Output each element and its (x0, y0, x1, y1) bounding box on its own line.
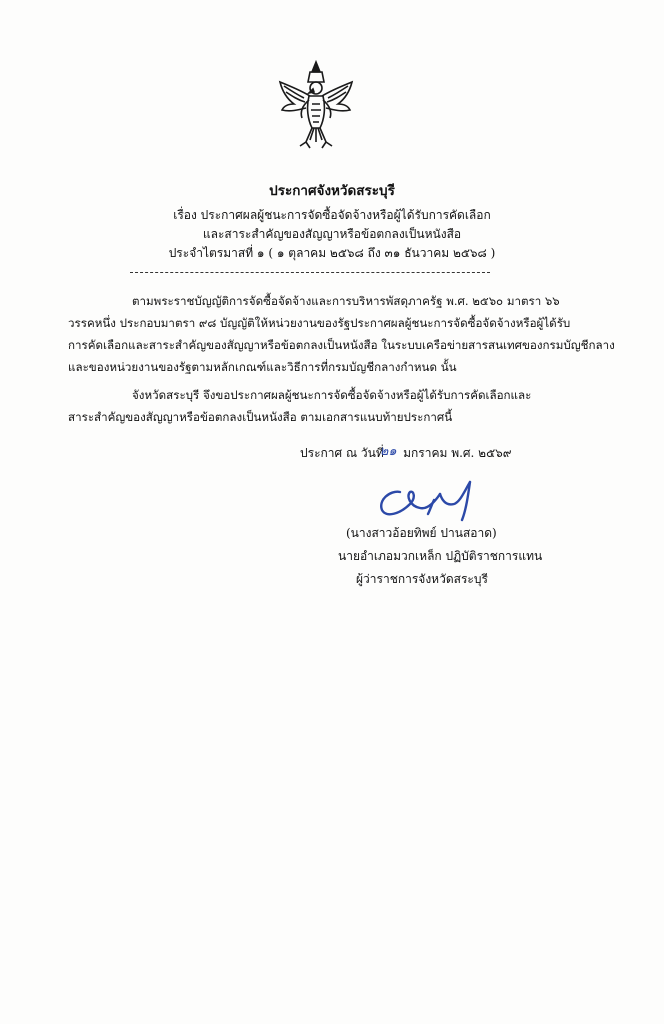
signatory-authority-text: ผู้ว่าราชการจังหวัดสระบุรี (356, 572, 488, 586)
garuda-emblem-icon (276, 60, 356, 156)
paragraph-line: วรรคหนึ่ง ประกอบมาตรา ๙๘ บัญญัติให้หน่วยงานของรัฐประกาศผลผู้ชนะการจัดซื้อจัดจ้างหรือผู้ได้รับ (68, 316, 571, 330)
paragraph-line: สาระสำคัญของสัญญาหรือข้อตกลงเป็นหนังสือ ตามเอกสารแนบท้ายประกาศนี้ (68, 410, 453, 424)
paragraph-announcement (68, 384, 548, 428)
subject-line: และสาระสำคัญของสัญญาหรือข้อตกลงเป็นหนังสือ (202, 227, 462, 241)
signatory-authority (356, 570, 664, 589)
announcement-date (300, 444, 512, 463)
handwritten-day (379, 444, 400, 463)
paragraph-line: ตามพระราชบัญญัติการจัดซื้อจัดจ้างและการบริหารพัสดุภาครัฐ พ.ศ. ๒๕๖๐ มาตรา ๖๖ (132, 294, 560, 308)
signatory-title-text: นายอำเภอมวกเหล็ก ปฏิบัติราชการแทน (338, 549, 543, 563)
subject-line: เรื่อง ประกาศผลผู้ชนะการจัดซื้อจัดจ้างหรือผู้ได้รับการคัดเลือก (173, 208, 491, 222)
quarter-period-line: ประจำไตรมาสที่ ๑ ( ๑ ตุลาคม ๒๕๖๘ ถึง ๓๑ ธันวาคม ๒๕๖๘ ) (168, 246, 496, 260)
dashed-divider (130, 272, 490, 273)
signatory-title (338, 547, 664, 566)
paragraph-line: จังหวัดสระบุรี จึงขอประกาศผลผู้ชนะการจัดซื้อจัดจ้างหรือผู้ได้รับการคัดเลือกและ (132, 388, 532, 402)
date-prefix: ประกาศ ณ วันที่ (300, 446, 384, 460)
handwritten-day-text: ๒๑ (379, 444, 397, 459)
signatory-name (346, 524, 664, 543)
signatory-name-text: (นางสาวอ้อยทิพย์ ปานสอาด) (346, 526, 497, 540)
paragraph-legal-basis (68, 290, 615, 378)
handwritten-signature (370, 470, 490, 530)
date-suffix: มกราคม พ.ศ. ๒๕๖๙ (399, 446, 512, 460)
paragraph-line: การคัดเลือกและสาระสำคัญของสัญญาหรือข้อตกลงเป็นหนังสือ ในระบบเครือข่ายสารสนเทศของกรมบัญชีกลาง (68, 338, 615, 352)
paragraph-line: และของหน่วยงานของรัฐตามหลักเกณฑ์และวิธีการที่กรมบัญชีกลางกำหนด นั้น (68, 360, 457, 374)
announcement-title: ประกาศจังหวัดสระบุรี (269, 183, 395, 199)
